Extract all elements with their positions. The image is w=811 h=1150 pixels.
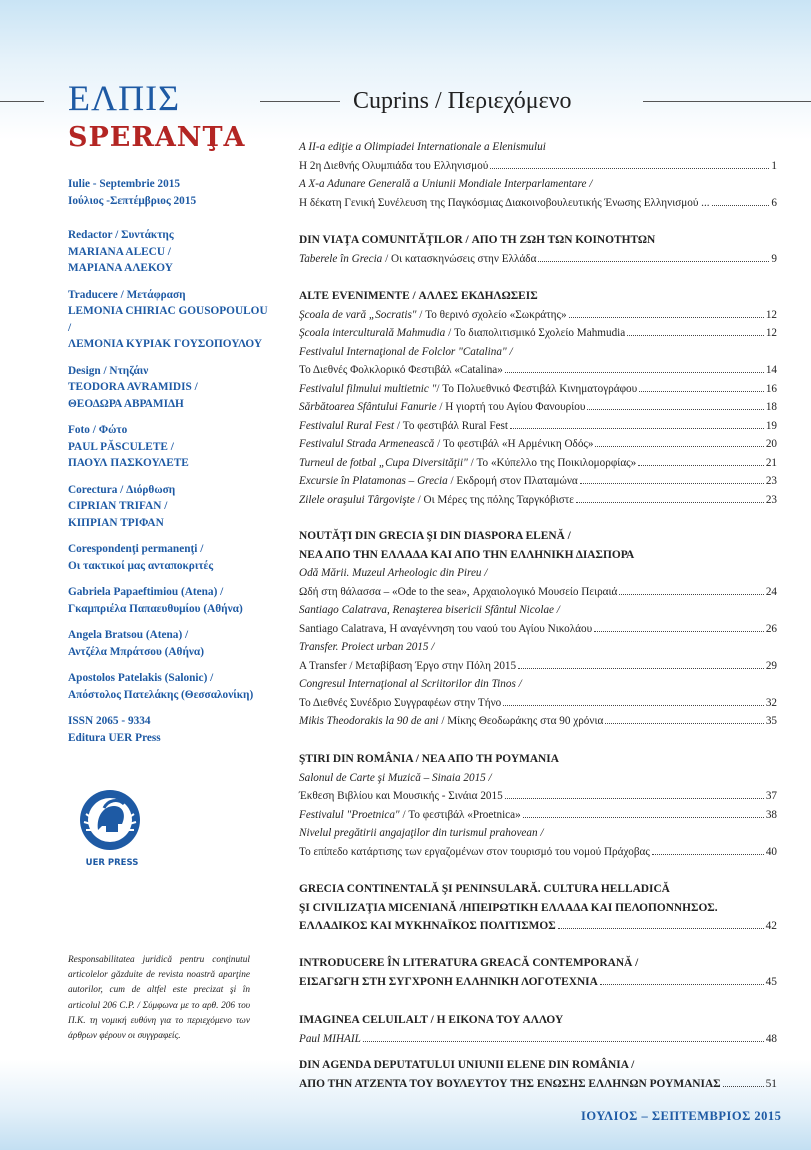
- toc-entry[interactable]: [299, 622, 777, 636]
- toc-entry-title-romanian: Festivalul filmului multietnic ": [299, 382, 437, 395]
- toc-page-number: 45: [765, 975, 777, 988]
- toc-entry-title-romanian: Festivalul Strada Armenească: [299, 438, 435, 450]
- toc-section-heading-text: IMAGINEA CELUILALT / Η ΕΙΚΟΝΑ ΤΟΥ ΑΛΛΟΥ: [299, 1014, 564, 1026]
- toc-entry-title-romanian: Festivalul Rural Fest: [299, 419, 395, 432]
- credit-block: [68, 541, 273, 574]
- toc-entry[interactable]: [299, 566, 777, 580]
- toc-entry-title-romanian: Santiago Calatrava, Renaşterea bisericii Sfântul Nicolae /: [299, 604, 560, 616]
- toc-leader-dots: [638, 456, 764, 466]
- toc-page-number: 37: [765, 790, 777, 802]
- toc-leader-dots: [503, 696, 764, 706]
- toc-entry-title-romanian: Şcoala interculturală Mahmudia: [299, 327, 446, 339]
- credit-name: Γκαμπριέλα Παπαευθυμίου (Αθήνα): [68, 602, 243, 615]
- toc-entry-title: [299, 493, 574, 507]
- toc-entry[interactable]: [299, 603, 777, 617]
- credit-block: [68, 227, 273, 277]
- toc-entry-title-romanian: Taberele în Grecia: [299, 252, 383, 265]
- toc-entry-title-romanian: A X-a Adunare Generală a Uniunii Mondiale Interparlamentare /: [299, 178, 593, 190]
- toc-leader-dots: [639, 382, 764, 392]
- toc-page-number: 23: [765, 475, 777, 487]
- toc-entry-title-romanian: A II-a ediţie a Olimpiadei Internationale a Elenismului: [299, 141, 546, 153]
- toc-entry-title-romanian: Şcoala de vară „Socratis": [299, 308, 417, 321]
- toc-entry-title-greek: / Οι κατασκηνώσεις στην Ελλάδα: [382, 252, 537, 265]
- toc-entry[interactable]: [299, 714, 777, 728]
- toc-entry-title: [299, 474, 578, 488]
- toc-entry[interactable]: [299, 382, 777, 396]
- toc-leader-dots: [510, 419, 764, 429]
- toc-page-number: 20: [765, 438, 777, 450]
- toc-section-heading-text: ΕΛΛΑΔΙΚΟΣ ΚΑΙ ΜΥΚΗΝΑΪΚΟΣ ΠΟΛΙΤΙΣΜΟΣ: [299, 920, 556, 932]
- toc-section-heading: [299, 548, 634, 562]
- credit-block: [68, 670, 273, 703]
- toc-entry-title-greek: / Το Πολυεθνικό Φεστιβάλ Κινηματογράφου: [436, 382, 638, 395]
- toc-entry-title: [299, 437, 593, 451]
- toc-entry[interactable]: [299, 493, 777, 507]
- toc-page-number: 35: [765, 715, 777, 727]
- header-rule-right: [643, 101, 811, 102]
- toc-leader-dots: [580, 474, 764, 484]
- toc-section-heading: [299, 289, 538, 303]
- toc-section-heading: [299, 956, 638, 970]
- toc-page-number: 40: [765, 845, 777, 858]
- toc-entry-title: [299, 308, 567, 322]
- toc-entry-title: [299, 808, 521, 822]
- toc-entry[interactable]: [299, 140, 777, 154]
- toc-page-number: 38: [765, 808, 777, 821]
- toc-entry[interactable]: [299, 456, 777, 470]
- issue-period-gr: Ιούλιος -Σεπτέμβριος 2015: [68, 194, 197, 207]
- toc-section-heading-text: ŞI CIVILIZAŢIA MICENIANĂ /ΗΠΕΙΡΩΤΙΚΗ ΕΛΛΑΔΑ ΚΑΙ ΠΕΛΟΠΟΝΝΗΣΟΣ.: [299, 901, 718, 914]
- toc-leader-dots: [558, 919, 764, 929]
- credit-block: [68, 713, 273, 746]
- toc-entry[interactable]: [299, 585, 777, 599]
- logo-caption: UER PRESS: [85, 858, 139, 868]
- footer-issue-period: ΙΟΥΛΙΟΣ – ΣΕΠΤΕΜΒΡΙΟΣ 2015: [581, 1109, 782, 1123]
- toc-leader-dots: [518, 659, 764, 669]
- toc-entry-title-romanian: Congresul Internaţional al Scriitorilor din Tinos /: [299, 678, 522, 690]
- toc-entry-title: [299, 826, 543, 840]
- credit-label: Redactor / Συντάκτης: [68, 229, 174, 241]
- toc-page-number: 29: [765, 659, 777, 672]
- toc-entry-title-romanian: Excursie în Platamonas – Grecia: [299, 475, 448, 487]
- toc-leader-dots: [523, 808, 764, 818]
- toc-entry[interactable]: [299, 771, 777, 785]
- toc-entry-title-greek: / Το διαπολιτισμικό Σχολείο Mahmudia: [445, 327, 626, 339]
- toc-leader-dots: [505, 363, 764, 373]
- toc-entry-title-greek: Το επίπεδο κατάρτισης των εργαζομένων στον τουρισμό του νομού Πράχοβας: [299, 845, 650, 858]
- toc-entry-title: [299, 696, 501, 710]
- toc-entry[interactable]: [299, 308, 777, 322]
- toc-leader-dots: [490, 159, 769, 169]
- credit-block: [68, 363, 273, 413]
- toc-page-number: 16: [765, 382, 777, 395]
- toc-leader-dots: [652, 845, 764, 855]
- toc-entry-title: [299, 419, 508, 433]
- toc-page-number: 48: [765, 1033, 777, 1045]
- sidebar-credits: [68, 176, 273, 756]
- toc-entry[interactable]: [299, 474, 777, 488]
- toc-page-number: 23: [765, 493, 777, 506]
- toc-page-number: 26: [765, 622, 777, 635]
- toc-section-heading-text: DIN AGENDA DEPUTATULUI UNIUNII ELENE DIN ROMÂNIA /: [299, 1059, 635, 1071]
- toc-page-number: 14: [765, 364, 777, 376]
- toc-heading: Cuprins / Περιεχόμενο: [353, 88, 572, 114]
- toc-entry-title-greek: / Το φεστιβάλ «Η Αρμένικη Οδός»: [434, 438, 594, 450]
- toc-entry-title-greek: Ωδή στη θάλασσα – «Ode to the sea», Αρχαιολογικό Μουσείο Πειραιά: [299, 585, 618, 598]
- toc-entry[interactable]: [299, 437, 777, 451]
- credit-label: ISSN 2065 - 9334: [68, 715, 151, 727]
- credit-name: ΛΕΜΟΝΙΑ ΚΥΡΙΑΚ ΓΟΥΣΟΠΟΥΛΟΥ: [68, 338, 263, 350]
- credit-name: ΠΑΟΥΛ ΠΑΣΚΟΥΛΕΤΕ: [68, 457, 189, 469]
- credit-name: MARIANA ALECU /: [68, 245, 171, 258]
- toc-entry-title-greek: Το Διεθνές Συνέδριο Συγγραφέων στην Τήνο: [299, 696, 502, 709]
- credit-name: CIPRIAN TRIFAN /: [68, 500, 168, 512]
- toc-section-heading-text: INTRODUCERE ÎN LITERATURA GREACĂ CONTEMPORANĂ /: [299, 957, 639, 969]
- toc-page-number: 42: [765, 920, 777, 932]
- toc-entry-title: [299, 714, 603, 728]
- toc-entry-title: [299, 566, 487, 580]
- toc-entry-title-greek: Η δέκατη Γενική Συνέλευση της Παγκόσμιας Διακοινοβουλευτικής Ένωσης Ελληνισμού ...: [299, 196, 710, 209]
- toc-section-heading-text: ΝΕΑ ΑΠΟ ΤΗΝ ΕΛΛΑΔΑ ΚΑΙ ΑΠΟ ΤΗΝ ΕΛΛΗΝΙΚΗ ΔΙΑΣΠΟΡΑ: [299, 548, 635, 561]
- toc-leader-dots: [712, 196, 770, 206]
- toc-entry[interactable]: [299, 196, 777, 210]
- toc-leader-dots: [587, 400, 763, 410]
- toc-leader-dots: [594, 622, 764, 632]
- toc-entry[interactable]: [299, 808, 777, 822]
- toc-page-number: 6: [771, 196, 777, 209]
- credit-label: Traducere / Μετάφραση: [68, 288, 186, 301]
- toc-entry[interactable]: [299, 789, 777, 803]
- toc-leader-dots: [576, 493, 764, 503]
- credit-name: ΘΕΟΔΩΡΑ ΑΒΡΑΜΙΔΗ: [68, 397, 184, 410]
- toc-section-heading: [299, 752, 559, 766]
- toc-entry-title-romanian: Sărbătoarea Sfântului Fanurie: [299, 401, 437, 413]
- toc-entry[interactable]: [299, 159, 777, 173]
- toc-entry[interactable]: [299, 696, 777, 710]
- credit-name: Οι τακτικοί μας ανταποκριτές: [68, 559, 214, 572]
- toc-entry-title: [299, 622, 592, 636]
- toc-leader-dots: [605, 714, 764, 724]
- credit-block: [68, 422, 273, 472]
- toc-section-heading-text: NOUTĂŢI DIN GRECIA ŞI DIN DIASPORA ELENĂ /: [299, 530, 571, 542]
- toc-entry-title: [299, 345, 513, 359]
- legal-disclaimer: Responsabilitatea juridică pentru conţinutul articolelor găzduite de revista noastră aparţine autorilor, cum de altfel este precizat şi în articolul 206 C.P. / Σύμφωνα με το αρθ. 206 του Π.Κ. τη νομική ευθύνη για το περιεχόμενο των άρθρων φέρουν οι συγγραφείς.: [68, 955, 250, 1042]
- issue-period-ro: Iulie - Septembrie 2015: [68, 178, 181, 190]
- toc-section-heading[interactable]: [299, 975, 777, 989]
- toc-page-number: 32: [765, 696, 777, 709]
- toc-entry-title-romanian: Zilele oraşului Târgovişte: [299, 493, 415, 506]
- toc-section-heading: [299, 901, 718, 915]
- toc-section-heading: [299, 1058, 634, 1072]
- toc-page-number: 1: [771, 159, 777, 172]
- masthead-title-romanian: SPERANŢA: [68, 122, 246, 153]
- toc-entry[interactable]: [299, 640, 777, 654]
- masthead-title-greek: ΕΛΠΙΣ: [68, 78, 181, 118]
- toc-leader-dots: [505, 789, 764, 799]
- toc-entry-title-romanian: Transfer. Proiect urban 2015 /: [299, 641, 435, 653]
- credit-name: PAUL PĂSCULETE /: [68, 440, 174, 453]
- toc-section-heading-text: ŞTIRI DIN ROMÂNIA / ΝΕΑ ΑΠΟ ΤΗ ΡΟΥΜΑΝΙΑ: [299, 753, 559, 765]
- header-rule-mid: [260, 101, 340, 102]
- toc-entry-title-greek: / Μίκης Θεοδωράκης στα 90 χρόνια: [438, 715, 604, 727]
- toc-entry-title: [299, 196, 710, 210]
- toc-entry-title-greek: / Η γιορτή του Αγίου Φανουρίου: [436, 401, 586, 413]
- header-rule-left: [0, 101, 44, 102]
- toc-leader-dots: [569, 308, 764, 318]
- toc-entry-title: [299, 677, 522, 691]
- credit-label: Apostolos Patelakis (Salonic) /: [68, 672, 214, 684]
- toc-entry-title-greek: Έκθεση Βιβλίου και Μουσικής - Σινάια 2015: [299, 790, 503, 802]
- toc-entry[interactable]: [299, 400, 777, 414]
- toc-entry[interactable]: [299, 252, 777, 266]
- toc-entry[interactable]: [299, 363, 777, 377]
- toc-leader-dots: [538, 252, 769, 262]
- toc-entry-title-greek: A Transfer / Μεταβίβαση Έργο στην Πόλη 2015: [299, 659, 517, 672]
- toc-section-heading-text: ALTE EVENIMENTE / ΑΛΛΕΣ ΕΚΔΗΛΩΣΕΙΣ: [299, 290, 538, 302]
- toc-section-heading: [299, 1013, 563, 1027]
- toc-entry-title: [299, 382, 637, 396]
- toc-section-heading-text: ΕΙΣΑΓΩΓΗ ΣΤΗ ΣΥΓΧΡΟΝΗ ΕΛΛΗΝΙΚΗ ΛΟΓΟΤΕΧΝΙΑ: [299, 975, 598, 988]
- toc-entry-title: [299, 400, 585, 414]
- toc-entry-title-greek: / Το θερινό σχολείο «Σωκράτης»: [416, 308, 567, 321]
- issue-period: [68, 176, 273, 209]
- toc-entry-title-greek: / Εκδρομή στον Πλαταμώνα: [447, 475, 578, 487]
- toc-section-heading-text: DIN VIAŢA COMUNITĂŢILOR / ΑΠΟ ΤΗ ΖΩΗ ΤΩΝ ΚΟΙΝΟΤΗΤΩΝ: [299, 234, 656, 246]
- credit-name: Απόστολος Πατελάκης (Θεσσαλονίκη): [68, 688, 254, 701]
- toc-page-number: 12: [765, 308, 777, 321]
- toc-entry[interactable]: [299, 677, 777, 691]
- toc-entry-title: [299, 603, 560, 617]
- credit-block: [68, 584, 273, 617]
- masthead: [68, 80, 246, 154]
- toc-entry-title: [299, 456, 636, 470]
- toc-entry[interactable]: [299, 845, 777, 859]
- toc-page-number: 24: [765, 585, 777, 598]
- toc-section-heading[interactable]: [299, 919, 777, 933]
- toc-entry-title-greek: Το Διεθνές Φολκλορικό Φεστιβάλ «Catalina»: [299, 364, 503, 376]
- toc-entry-title-greek: Η 2η Διεθνής Ολυμπιάδα του Ελληνισμού: [299, 159, 489, 172]
- toc-entry-title: [299, 1032, 361, 1046]
- toc-entry-title-greek: / Το «Κύπελλο της Ποικιλομορφίας»: [467, 456, 637, 469]
- toc-entry-title: [299, 640, 434, 654]
- credit-name: ΚΙΠΡΙΑΝ ΤΡΙΦΑΝ: [68, 516, 164, 529]
- toc-page-number: 21: [765, 456, 777, 469]
- toc-entry-title: [299, 659, 516, 673]
- toc-entry-title: [299, 771, 492, 785]
- credit-name: Editura UER Press: [68, 731, 161, 744]
- credits-list: [68, 227, 273, 746]
- toc-page-number: 12: [765, 327, 777, 339]
- credit-name: ΜΑΡΙΑΝΑ ΑΛΕΚΟΥ: [68, 262, 173, 274]
- credit-block: [68, 287, 273, 353]
- toc-entry-title-romanian: Festivalul Internaţional de Folclor "Catalina" /: [299, 345, 513, 358]
- credit-label: Foto / Φώτο: [68, 424, 128, 436]
- toc-page-number: 9: [771, 252, 777, 265]
- toc-entry-title: [299, 845, 650, 859]
- toc-section-heading: [299, 233, 655, 247]
- toc-entry-title-romanian: Turneul de fotbal „Cupa Diversităţii": [299, 456, 468, 469]
- toc-entry-title-greek: / Οι Μέρες της πόλης Ταργκόβιστε: [414, 493, 574, 506]
- credit-name: Αντζέλα Μπράτσου (Αθήνα): [68, 645, 204, 658]
- toc-entry-title: [299, 252, 536, 266]
- toc-entry-title-romanian: Festivalul "Proetnica": [299, 808, 400, 821]
- toc-leader-dots: [363, 1032, 764, 1042]
- toc-section-heading[interactable]: [299, 1077, 777, 1091]
- credit-block: [68, 482, 273, 532]
- toc-entry-title-romanian: Nivelul pregătirii angajaţilor din turismul prahovean /: [299, 827, 544, 839]
- credit-label: Angela Bratsou (Atena) /: [68, 629, 189, 641]
- uer-press-logo: [74, 786, 146, 872]
- credit-label: Corespondenţi permanenţi /: [68, 543, 204, 555]
- toc-entry-title-greek: / Το φεστιβάλ Rural Fest: [394, 419, 509, 432]
- toc-entry-title-greek: Santiago Calatrava, Η αναγέννηση του ναού του Αγίου Νικολάου: [299, 622, 593, 635]
- toc-entry-title: [299, 585, 617, 599]
- credit-label: Gabriela Papaeftimiou (Atena) /: [68, 586, 224, 598]
- toc-page-number: 19: [765, 419, 777, 432]
- toc-section-heading: [299, 882, 670, 896]
- toc-leader-dots: [627, 326, 764, 336]
- credit-name: LEMONIA CHIRIAC GOUSOPOULOU /: [68, 305, 268, 334]
- credit-name: TEODORA AVRAMIDIS /: [68, 381, 198, 393]
- toc-entry-title-romanian: Paul MIHAIL: [299, 1033, 361, 1045]
- toc-entry-title-romanian: Salonul de Carte şi Muzică – Sinaia 2015 /: [299, 771, 492, 784]
- toc-page-number: 51: [765, 1077, 777, 1090]
- toc-page-number: 18: [765, 401, 777, 413]
- credit-block: [68, 627, 273, 660]
- toc-entry-title: [299, 363, 503, 377]
- toc-entry[interactable]: [299, 659, 777, 673]
- toc-section-heading: [299, 529, 571, 543]
- toc-entry-title: [299, 177, 592, 191]
- toc-leader-dots: [723, 1077, 764, 1087]
- toc-entry-title-greek: / Το φεστιβάλ «Proetnica»: [399, 808, 521, 821]
- toc-entry-title: [299, 326, 625, 340]
- toc-entry[interactable]: [299, 326, 777, 340]
- credit-label: Design / Ντηζάιν: [68, 364, 149, 377]
- toc-entry[interactable]: [299, 1032, 777, 1046]
- toc-entry-title: [299, 159, 488, 173]
- toc-entry[interactable]: [299, 826, 777, 840]
- toc-section-heading-text: GRECIA CONTINENTALĂ ŞI PENINSULARĂ. CULTURA HELLADICĂ: [299, 883, 670, 895]
- toc-leader-dots: [595, 437, 763, 447]
- toc-entry-title: [299, 789, 503, 803]
- toc-entry-title-romanian: Odă Mării. Muzeul Arheologic din Pireu /: [299, 567, 488, 579]
- toc-entry[interactable]: [299, 345, 777, 359]
- toc-section-heading-text: ΑΠΟ ΤΗΝ ΑΤΖΕΝΤΑ ΤΟΥ ΒΟΥΛΕΥΤΟΥ ΤΗΣ ΕΝΩΣΗΣ ΕΛΛΗΝΩΝ ΡΟΥΜΑΝΙΑΣ: [299, 1077, 721, 1090]
- toc-entry-title-romanian: Mikis Theodorakis la 90 de ani: [299, 715, 439, 727]
- credit-label: Corectura / Διόρθωση: [68, 483, 176, 496]
- toc-entry-title: [299, 140, 546, 154]
- toc-entry[interactable]: [299, 419, 777, 433]
- toc-leader-dots: [619, 585, 763, 595]
- toc-leader-dots: [600, 975, 764, 985]
- toc-entry[interactable]: [299, 177, 777, 191]
